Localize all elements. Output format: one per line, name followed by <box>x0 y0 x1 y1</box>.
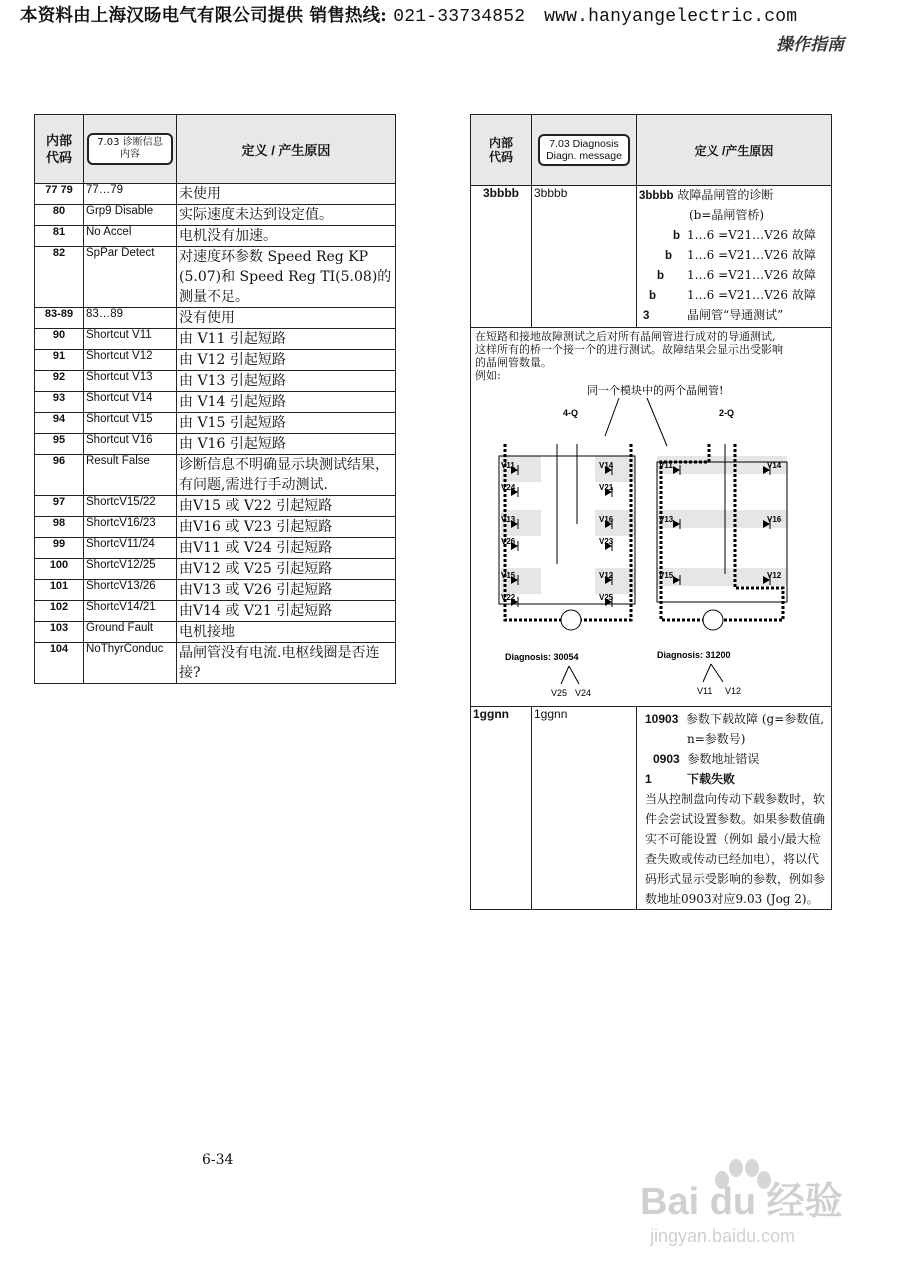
code-cell: 80 <box>35 205 84 226</box>
message-cell: NoThyrConduc <box>84 643 177 684</box>
message-cell: Ground Fault <box>84 622 177 643</box>
code-cell: 103 <box>35 622 84 643</box>
right-diagnostic-table <box>470 114 832 910</box>
desc-line: 例如: <box>475 369 501 382</box>
thyristor-label: V11 <box>501 461 515 470</box>
thyristor-label: V15 <box>501 571 516 580</box>
table-row <box>35 308 396 329</box>
definition-cell: 由V12 或 V25 引起短路 <box>177 559 396 580</box>
pointer-line <box>647 398 667 446</box>
bridge-label-left: 4-Q <box>563 408 579 418</box>
message-cell: No Accel <box>84 226 177 247</box>
message-cell: Shortcut V13 <box>84 371 177 392</box>
table-row <box>35 601 396 622</box>
table-row <box>35 205 396 226</box>
message-cell: 1ggnn <box>532 707 637 910</box>
table-row <box>35 496 396 517</box>
line-code: 1 <box>645 772 652 786</box>
arrow-line <box>703 664 711 682</box>
motor-symbol <box>561 610 581 630</box>
definition-cell: 电机接地 <box>177 622 396 643</box>
line-text: 1…6 =V21…V26 故障 <box>687 288 816 302</box>
table-row <box>35 455 396 496</box>
code-cell: 94 <box>35 413 84 434</box>
phone-number: 021-33734852 <box>393 7 526 27</box>
code-cell: 100 <box>35 559 84 580</box>
arrow-line <box>711 664 723 682</box>
message-cell: ShortcV14/21 <box>84 601 177 622</box>
code-cell: 90 <box>35 329 84 350</box>
bridge-2q <box>657 444 787 630</box>
code-cell: 99 <box>35 538 84 559</box>
message-cell: Shortcut V12 <box>84 350 177 371</box>
desc-line: 这样所有的桥一个接一个的进行测试。故障结果会显示出受影响 <box>475 343 783 356</box>
code-cell: 97 <box>35 496 84 517</box>
baidu-watermark <box>636 1140 866 1255</box>
definition-cell: 由V14 或 V21 引起短路 <box>177 601 396 622</box>
line-text: 1…6 =V21…V26 故障 <box>687 248 816 262</box>
display-panel: 7.03 诊断信息内容 <box>87 133 173 165</box>
code-cell: 81 <box>35 226 84 247</box>
diagram-caption: 同一个模块中的两个晶闸管! <box>587 384 724 397</box>
definition-cell: 由V11 或 V24 引起短路 <box>177 538 396 559</box>
definition-cell: 由 V16 引起短路 <box>177 434 396 455</box>
table-row <box>35 350 396 371</box>
thyristor-label: V25 <box>599 593 614 602</box>
thyristor-label: V12 <box>599 571 614 580</box>
line-text: 参数地址错误 <box>687 752 760 766</box>
definition-cell: 晶闸管没有电流.电枢线圈是否连接? <box>177 643 396 684</box>
line-code: 3 <box>643 310 650 322</box>
code-cell: 83-89 <box>35 308 84 329</box>
thyristor-label: V24 <box>501 483 516 492</box>
table-row <box>35 643 396 684</box>
line-code: b <box>665 250 673 262</box>
thyristor-label: V23 <box>599 537 614 546</box>
message-cell: 77…79 <box>84 184 177 205</box>
message-cell: Grp9 Disable <box>84 205 177 226</box>
table-row <box>35 371 396 392</box>
line-code: b <box>649 290 657 302</box>
bridge-4q <box>499 444 635 630</box>
line-text: 参数下载故障 (g=参数值, <box>686 712 825 726</box>
thyristor-label: V13 <box>659 515 674 524</box>
col-header-definition: 定义 / 产生原因 <box>177 115 396 184</box>
arrow-label: V11 <box>697 686 713 696</box>
thyristor-label: V14 <box>767 461 782 470</box>
definition-cell: 诊断信息不明确显示块测试结果，有问题,需进行手动测试. <box>177 455 396 496</box>
definition-cell <box>637 186 832 328</box>
website-url: www.hanyangelectric.com <box>544 7 798 27</box>
message-cell: ShortcV11/24 <box>84 538 177 559</box>
watermark-url: jingyan.baidu.com <box>650 1226 796 1246</box>
watermark-brand: Bai du 经验 <box>640 1181 843 1223</box>
thyristor-label: V14 <box>599 461 614 470</box>
desc-line: 在短路和接地故障测试之后对所有晶闸管进行成对的导通测试, <box>475 330 776 343</box>
display-panel: 7.03 Diagnosis Diagn. message <box>538 134 630 166</box>
message-cell: Shortcut V11 <box>84 329 177 350</box>
table-row <box>35 622 396 643</box>
code-cell: 1ggnn <box>471 707 532 910</box>
definition-cell: 由 V15 引起短路 <box>177 413 396 434</box>
code-cell: 93 <box>35 392 84 413</box>
pointer-line <box>605 398 619 436</box>
thyristor-label: V11 <box>659 461 673 470</box>
definition-cell: 由V13 或 V26 引起短路 <box>177 580 396 601</box>
arrow-line <box>561 666 569 684</box>
section-subtitle: 操作指南 <box>776 35 844 55</box>
thyristor-label: V21 <box>599 483 614 492</box>
col-header-code: 内部代码 <box>471 115 532 186</box>
arrow-label: V25 <box>551 688 568 698</box>
diagnosis-right: Diagnosis: 31200 <box>657 650 731 660</box>
code-cell: 98 <box>35 517 84 538</box>
definition-cell: 没有使用 <box>177 308 396 329</box>
line-code: b <box>673 230 681 242</box>
code-cell: 77 79 <box>35 184 84 205</box>
line-text: n=参数号) <box>687 732 746 746</box>
thyristor-label: V12 <box>767 571 782 580</box>
line-text: (b=晶闸管桥) <box>689 208 765 222</box>
definition-cell <box>637 707 832 910</box>
diagnosis-left: Diagnosis: 30054 <box>505 652 579 662</box>
bridge-label-right: 2-Q <box>719 408 735 418</box>
line-text: 1…6 =V21…V26 故障 <box>687 268 816 282</box>
diagram-cell <box>471 328 832 707</box>
thyristor-label: V15 <box>659 571 674 580</box>
table-row <box>35 184 396 205</box>
col-header-display <box>532 115 637 186</box>
arrow-label: V12 <box>725 686 742 696</box>
thyristor-bridge-diagram <box>471 384 833 704</box>
message-cell: ShortcV15/22 <box>84 496 177 517</box>
definition-cell: 由V16 或 V23 引起短路 <box>177 517 396 538</box>
code-cell: 95 <box>35 434 84 455</box>
code-cell: 96 <box>35 455 84 496</box>
code-cell: 3bbbb <box>471 186 532 328</box>
table-row <box>35 413 396 434</box>
definition-cell: 由 V13 引起短路 <box>177 371 396 392</box>
table-row <box>35 538 396 559</box>
thyristor-label: V13 <box>501 515 516 524</box>
table-row <box>35 517 396 538</box>
table-row <box>35 247 396 308</box>
definition-cell: 未使用 <box>177 184 396 205</box>
diagram-description <box>471 328 831 384</box>
definition-cell: 由 V12 引起短路 <box>177 350 396 371</box>
col-header-display <box>84 115 177 184</box>
thyristor-label: V22 <box>501 593 516 602</box>
line-code: b <box>657 270 665 282</box>
definition-cell: 实际速度未达到设定值。 <box>177 205 396 226</box>
thyristor-label: V26 <box>501 537 516 546</box>
line-text: 故障晶闸管的诊断 <box>677 188 774 202</box>
message-cell: Shortcut V15 <box>84 413 177 434</box>
thyristor-label: V16 <box>599 515 614 524</box>
line-text: 晶闸管“导通测试” <box>687 308 784 322</box>
desc-line: 的晶闸管数量。 <box>475 356 552 369</box>
message-cell: Result False <box>84 455 177 496</box>
motor-symbol <box>703 610 723 630</box>
message-cell: ShortcV12/25 <box>84 559 177 580</box>
arrow-label: V24 <box>575 688 592 698</box>
code-cell: 91 <box>35 350 84 371</box>
description-paragraph: 当从控制盘向传动下载参数时，软件会尝试设置参数。如果参数值确实不可能设置（例如 最小/最大检查失败或传动已经加电），将以代码形式显示受影响的参数，例如参数地址0903对应9.03 (Jog 2)。 <box>645 792 826 906</box>
message-cell: ShortcV16/23 <box>84 517 177 538</box>
page-number: 6-34 <box>202 1152 234 1168</box>
message-cell: 83…89 <box>84 308 177 329</box>
table-row <box>35 559 396 580</box>
message-cell: 3bbbb <box>532 186 637 328</box>
message-cell: Shortcut V16 <box>84 434 177 455</box>
header-line <box>20 2 797 27</box>
code-cell: 101 <box>35 580 84 601</box>
definition-cell: 由 V14 引起短路 <box>177 392 396 413</box>
table-row <box>35 434 396 455</box>
col-header-code: 内部代码 <box>35 115 84 184</box>
definition-cell: 对速度环参数 Speed Reg KP (5.07)和 Speed Reg TI(5.08)的测量不足。 <box>177 247 396 308</box>
definition-cell: 由V15 或 V22 引起短路 <box>177 496 396 517</box>
code-cell: 92 <box>35 371 84 392</box>
left-diagnostic-table <box>34 114 396 684</box>
table-row <box>35 580 396 601</box>
line-code: 10903 <box>645 712 679 726</box>
definition-cell: 电机没有加速。 <box>177 226 396 247</box>
table-row <box>35 329 396 350</box>
line-text: 下载失败 <box>687 772 736 786</box>
code-cell: 82 <box>35 247 84 308</box>
col-header-definition: 定义 /产生原因 <box>637 115 832 186</box>
message-cell: ShortcV13/26 <box>84 580 177 601</box>
code-cell: 104 <box>35 643 84 684</box>
line-text: 1…6 =V21…V26 故障 <box>687 228 816 242</box>
message-cell: Shortcut V14 <box>84 392 177 413</box>
table-row <box>35 226 396 247</box>
definition-cell: 由 V11 引起短路 <box>177 329 396 350</box>
line-code: 3bbbb <box>639 190 674 202</box>
message-cell: SpPar Detect <box>84 247 177 308</box>
table-row <box>35 392 396 413</box>
company-text: 本资料由上海汉旸电气有限公司提供 销售热线: <box>20 6 387 26</box>
code-cell: 102 <box>35 601 84 622</box>
line-code: 0903 <box>653 752 680 766</box>
arrow-line <box>569 666 579 684</box>
thyristor-label: V16 <box>767 515 782 524</box>
